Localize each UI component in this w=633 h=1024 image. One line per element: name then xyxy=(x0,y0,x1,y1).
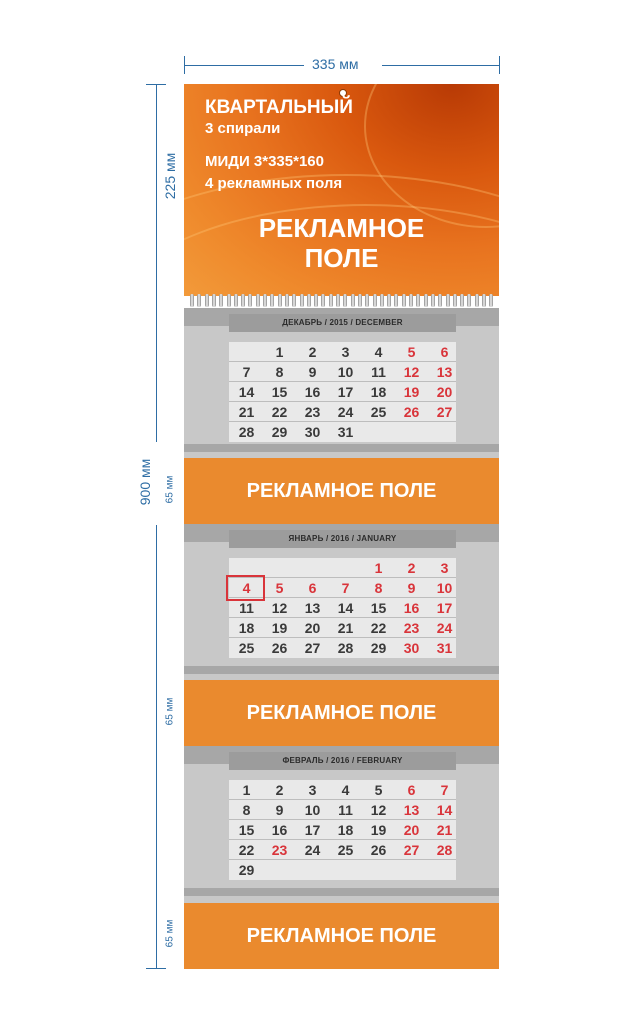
calendar-day: 10 xyxy=(436,580,453,596)
spiral-coil xyxy=(351,294,355,307)
calendar-day: 3 xyxy=(440,560,449,576)
grid-line xyxy=(229,819,456,820)
spiral-coil xyxy=(446,294,450,307)
header-title: КВАРТАЛЬНЫЙ xyxy=(205,97,353,118)
calendar-day: 9 xyxy=(308,364,317,380)
calendar-day: 6 xyxy=(440,344,449,360)
calendar-day: 12 xyxy=(403,364,420,380)
calendar-day: 26 xyxy=(403,404,420,420)
spiral-coil xyxy=(256,294,260,307)
spiral-coil xyxy=(241,294,245,307)
spiral-coil xyxy=(205,294,209,307)
calendar-day: 8 xyxy=(374,580,383,596)
spiral-coil xyxy=(380,294,384,307)
calendar-day: 26 xyxy=(271,640,288,656)
spiral-coil xyxy=(314,294,318,307)
ad-panel-1: РЕКЛАМНОЕ ПОЛЕ xyxy=(184,458,499,524)
calendar-day: 12 xyxy=(370,802,387,818)
calendar-day: 25 xyxy=(238,640,255,656)
calendar-day: 2 xyxy=(407,560,416,576)
spiral-coil xyxy=(387,294,391,307)
calendar-day: 2 xyxy=(308,344,317,360)
spiral-coil xyxy=(416,294,420,307)
calendar-day: 31 xyxy=(337,424,354,440)
spiral-coil xyxy=(197,294,201,307)
calendar-day: 7 xyxy=(341,580,350,596)
month-title: ЯНВАРЬ / 2016 / JANUARY xyxy=(229,530,456,548)
calendar-day: 3 xyxy=(341,344,350,360)
calendar-day: 14 xyxy=(238,384,255,400)
spiral-coil xyxy=(358,294,362,307)
ad-panel-3: РЕКЛАМНОЕ ПОЛЕ xyxy=(184,903,499,969)
ad1-dimension-label: 65 мм xyxy=(164,475,176,504)
calendar-day: 16 xyxy=(304,384,321,400)
calendar-day: 27 xyxy=(403,842,420,858)
spiral-coil xyxy=(248,294,252,307)
calendar-day: 7 xyxy=(242,364,251,380)
calendar-day: 25 xyxy=(337,842,354,858)
calendar-day: 11 xyxy=(239,600,254,616)
calendar-day: 19 xyxy=(370,822,387,838)
calendar-day: 14 xyxy=(436,802,453,818)
month-title: ФЕВРАЛЬ / 2016 / FEBRUARY xyxy=(229,752,456,770)
calendar-day: 7 xyxy=(440,782,449,798)
calendar-day: 28 xyxy=(337,640,354,656)
calendar-day: 5 xyxy=(374,782,383,798)
calendar-day: 10 xyxy=(337,364,354,380)
spiral-coil xyxy=(365,294,369,307)
spiral-coil xyxy=(431,294,435,307)
calendar-day: 9 xyxy=(407,580,416,596)
calendar-day: 17 xyxy=(304,822,321,838)
width-dimension-tick-right xyxy=(499,56,500,74)
calendar-day: 30 xyxy=(403,640,420,656)
calendar-day: 15 xyxy=(370,600,387,616)
spiral-coil xyxy=(467,294,471,307)
calendar-day: 5 xyxy=(407,344,416,360)
header-ad-line1: РЕКЛАМНОЕ xyxy=(258,213,425,243)
spiral-coil xyxy=(482,294,486,307)
calendar-day: 17 xyxy=(337,384,354,400)
calendar-day: 28 xyxy=(436,842,453,858)
calendar-day: 23 xyxy=(271,842,288,858)
spiral-coil xyxy=(460,294,464,307)
spiral-coil xyxy=(263,294,267,307)
month-footer-band xyxy=(184,666,499,674)
total-dimension-tick-bottom xyxy=(146,968,166,969)
calendar-day: 11 xyxy=(338,802,353,818)
spiral-coil xyxy=(343,294,347,307)
spiral-coil xyxy=(438,294,442,307)
calendar-day: 18 xyxy=(238,620,255,636)
calendar-day: 20 xyxy=(304,620,321,636)
calendar-day: 24 xyxy=(436,620,453,636)
calendar-day: 19 xyxy=(403,384,420,400)
total-dimension-label: 900 мм xyxy=(137,458,153,506)
calendar-day: 27 xyxy=(304,640,321,656)
total-dimension-tick-top xyxy=(146,84,166,85)
grid-line xyxy=(229,637,456,638)
grid-line xyxy=(229,421,456,422)
total-dimension-line-bottom xyxy=(156,525,157,969)
spiral-binding xyxy=(184,294,499,308)
spiral-coil xyxy=(292,294,296,307)
calendar-day: 13 xyxy=(304,600,321,616)
calendar-day: 10 xyxy=(304,802,321,818)
header-fields: 4 рекламных поля xyxy=(205,175,343,192)
calendar-day: 12 xyxy=(271,600,288,616)
calendar-day: 1 xyxy=(242,782,251,798)
calendar-day: 26 xyxy=(370,842,387,858)
spiral-coil xyxy=(373,294,377,307)
spiral-coil xyxy=(453,294,457,307)
calendar-day: 21 xyxy=(436,822,453,838)
calendar-block-january xyxy=(184,524,499,680)
calendar-day: 9 xyxy=(275,802,284,818)
calendar-day: 21 xyxy=(238,404,255,420)
calendar-day: 18 xyxy=(370,384,387,400)
calendar-day: 3 xyxy=(308,782,317,798)
calendar-day: 19 xyxy=(271,620,288,636)
width-dimension-label: 335 мм xyxy=(312,56,359,72)
spiral-coil xyxy=(270,294,274,307)
calendar-day: 18 xyxy=(337,822,354,838)
width-dimension-line-left xyxy=(184,65,304,66)
spiral-coil xyxy=(300,294,304,307)
calendar-day: 15 xyxy=(238,822,255,838)
width-dimension-line-right xyxy=(382,65,499,66)
calendar-day: 5 xyxy=(275,580,284,596)
calendar-day: 29 xyxy=(271,424,288,440)
calendar-day: 22 xyxy=(370,620,387,636)
spiral-coil xyxy=(402,294,406,307)
total-dimension-line-top xyxy=(156,84,157,442)
calendar-day: 30 xyxy=(304,424,321,440)
spiral-coil xyxy=(285,294,289,307)
spiral-coil xyxy=(336,294,340,307)
grid-line xyxy=(229,799,456,800)
spiral-coil xyxy=(409,294,413,307)
calendar-day: 17 xyxy=(436,600,453,616)
header-subtitle: 3 спирали xyxy=(205,120,281,137)
header-size: МИДИ 3*335*160 xyxy=(205,153,324,170)
calendar-day: 6 xyxy=(407,782,416,798)
calendar-day: 13 xyxy=(403,802,420,818)
width-dimension-tick-left xyxy=(184,56,185,74)
calendar-day: 23 xyxy=(304,404,321,420)
header-dimension-label: 225 мм xyxy=(162,152,178,200)
calendar-day: 31 xyxy=(436,640,453,656)
grid-line xyxy=(229,859,456,860)
grid-line xyxy=(229,617,456,618)
spiral-coil xyxy=(234,294,238,307)
calendar-day: 15 xyxy=(271,384,288,400)
calendar-day: 16 xyxy=(271,822,288,838)
calendar-day: 22 xyxy=(238,842,255,858)
spiral-coil xyxy=(489,294,493,307)
calendar-day: 25 xyxy=(370,404,387,420)
calendar-day: 1 xyxy=(374,560,383,576)
spiral-coil xyxy=(219,294,223,307)
spiral-coil xyxy=(212,294,216,307)
month-footer-band xyxy=(184,444,499,452)
hanging-hole xyxy=(339,89,347,97)
calendar-day: 23 xyxy=(403,620,420,636)
spiral-coil xyxy=(424,294,428,307)
calendar-day: 24 xyxy=(337,404,354,420)
calendar-day: 4 xyxy=(341,782,350,798)
calendar-day: 27 xyxy=(436,404,453,420)
calendar-day: 4 xyxy=(242,580,251,596)
calendar-day: 29 xyxy=(238,862,255,878)
spiral-coil xyxy=(394,294,398,307)
grid-line xyxy=(229,839,456,840)
calendar-day: 4 xyxy=(374,344,383,360)
calendar-day: 13 xyxy=(436,364,453,380)
spiral-coil xyxy=(190,294,194,307)
calendar-day: 2 xyxy=(275,782,284,798)
header-ad-panel xyxy=(184,84,499,296)
ad-panel-2: РЕКЛАМНОЕ ПОЛЕ xyxy=(184,680,499,746)
calendar-day: 22 xyxy=(271,404,288,420)
calendar-day: 28 xyxy=(238,424,255,440)
month-footer-band xyxy=(184,888,499,896)
calendar-day: 24 xyxy=(304,842,321,858)
spiral-coil xyxy=(278,294,282,307)
calendar-day: 11 xyxy=(371,364,386,380)
spiral-coil xyxy=(475,294,479,307)
month-title: ДЕКАБРЬ / 2015 / DECEMBER xyxy=(229,314,456,332)
spiral-coil xyxy=(329,294,333,307)
spiral-coil xyxy=(321,294,325,307)
ad2-dimension-label: 65 мм xyxy=(164,697,176,726)
calendar-day: 1 xyxy=(275,344,284,360)
grid-line xyxy=(229,361,456,362)
current-date-marker xyxy=(226,575,265,601)
spiral-coil xyxy=(227,294,231,307)
calendar-day: 20 xyxy=(436,384,453,400)
calendar-day: 29 xyxy=(370,640,387,656)
ad3-dimension-label: 65 мм xyxy=(164,919,176,948)
grid-line xyxy=(229,381,456,382)
header-ad-line2: ПОЛЕ xyxy=(304,243,379,273)
calendar-day: 14 xyxy=(337,600,354,616)
calendar-day: 21 xyxy=(337,620,354,636)
calendar-day: 8 xyxy=(242,802,251,818)
calendar-day: 16 xyxy=(403,600,420,616)
calendar-day: 6 xyxy=(308,580,317,596)
calendar-day: 8 xyxy=(275,364,284,380)
calendar-block-february xyxy=(184,746,499,903)
calendar-block-december xyxy=(184,308,499,458)
calendar-day: 20 xyxy=(403,822,420,838)
grid-line xyxy=(229,401,456,402)
spiral-coil xyxy=(307,294,311,307)
